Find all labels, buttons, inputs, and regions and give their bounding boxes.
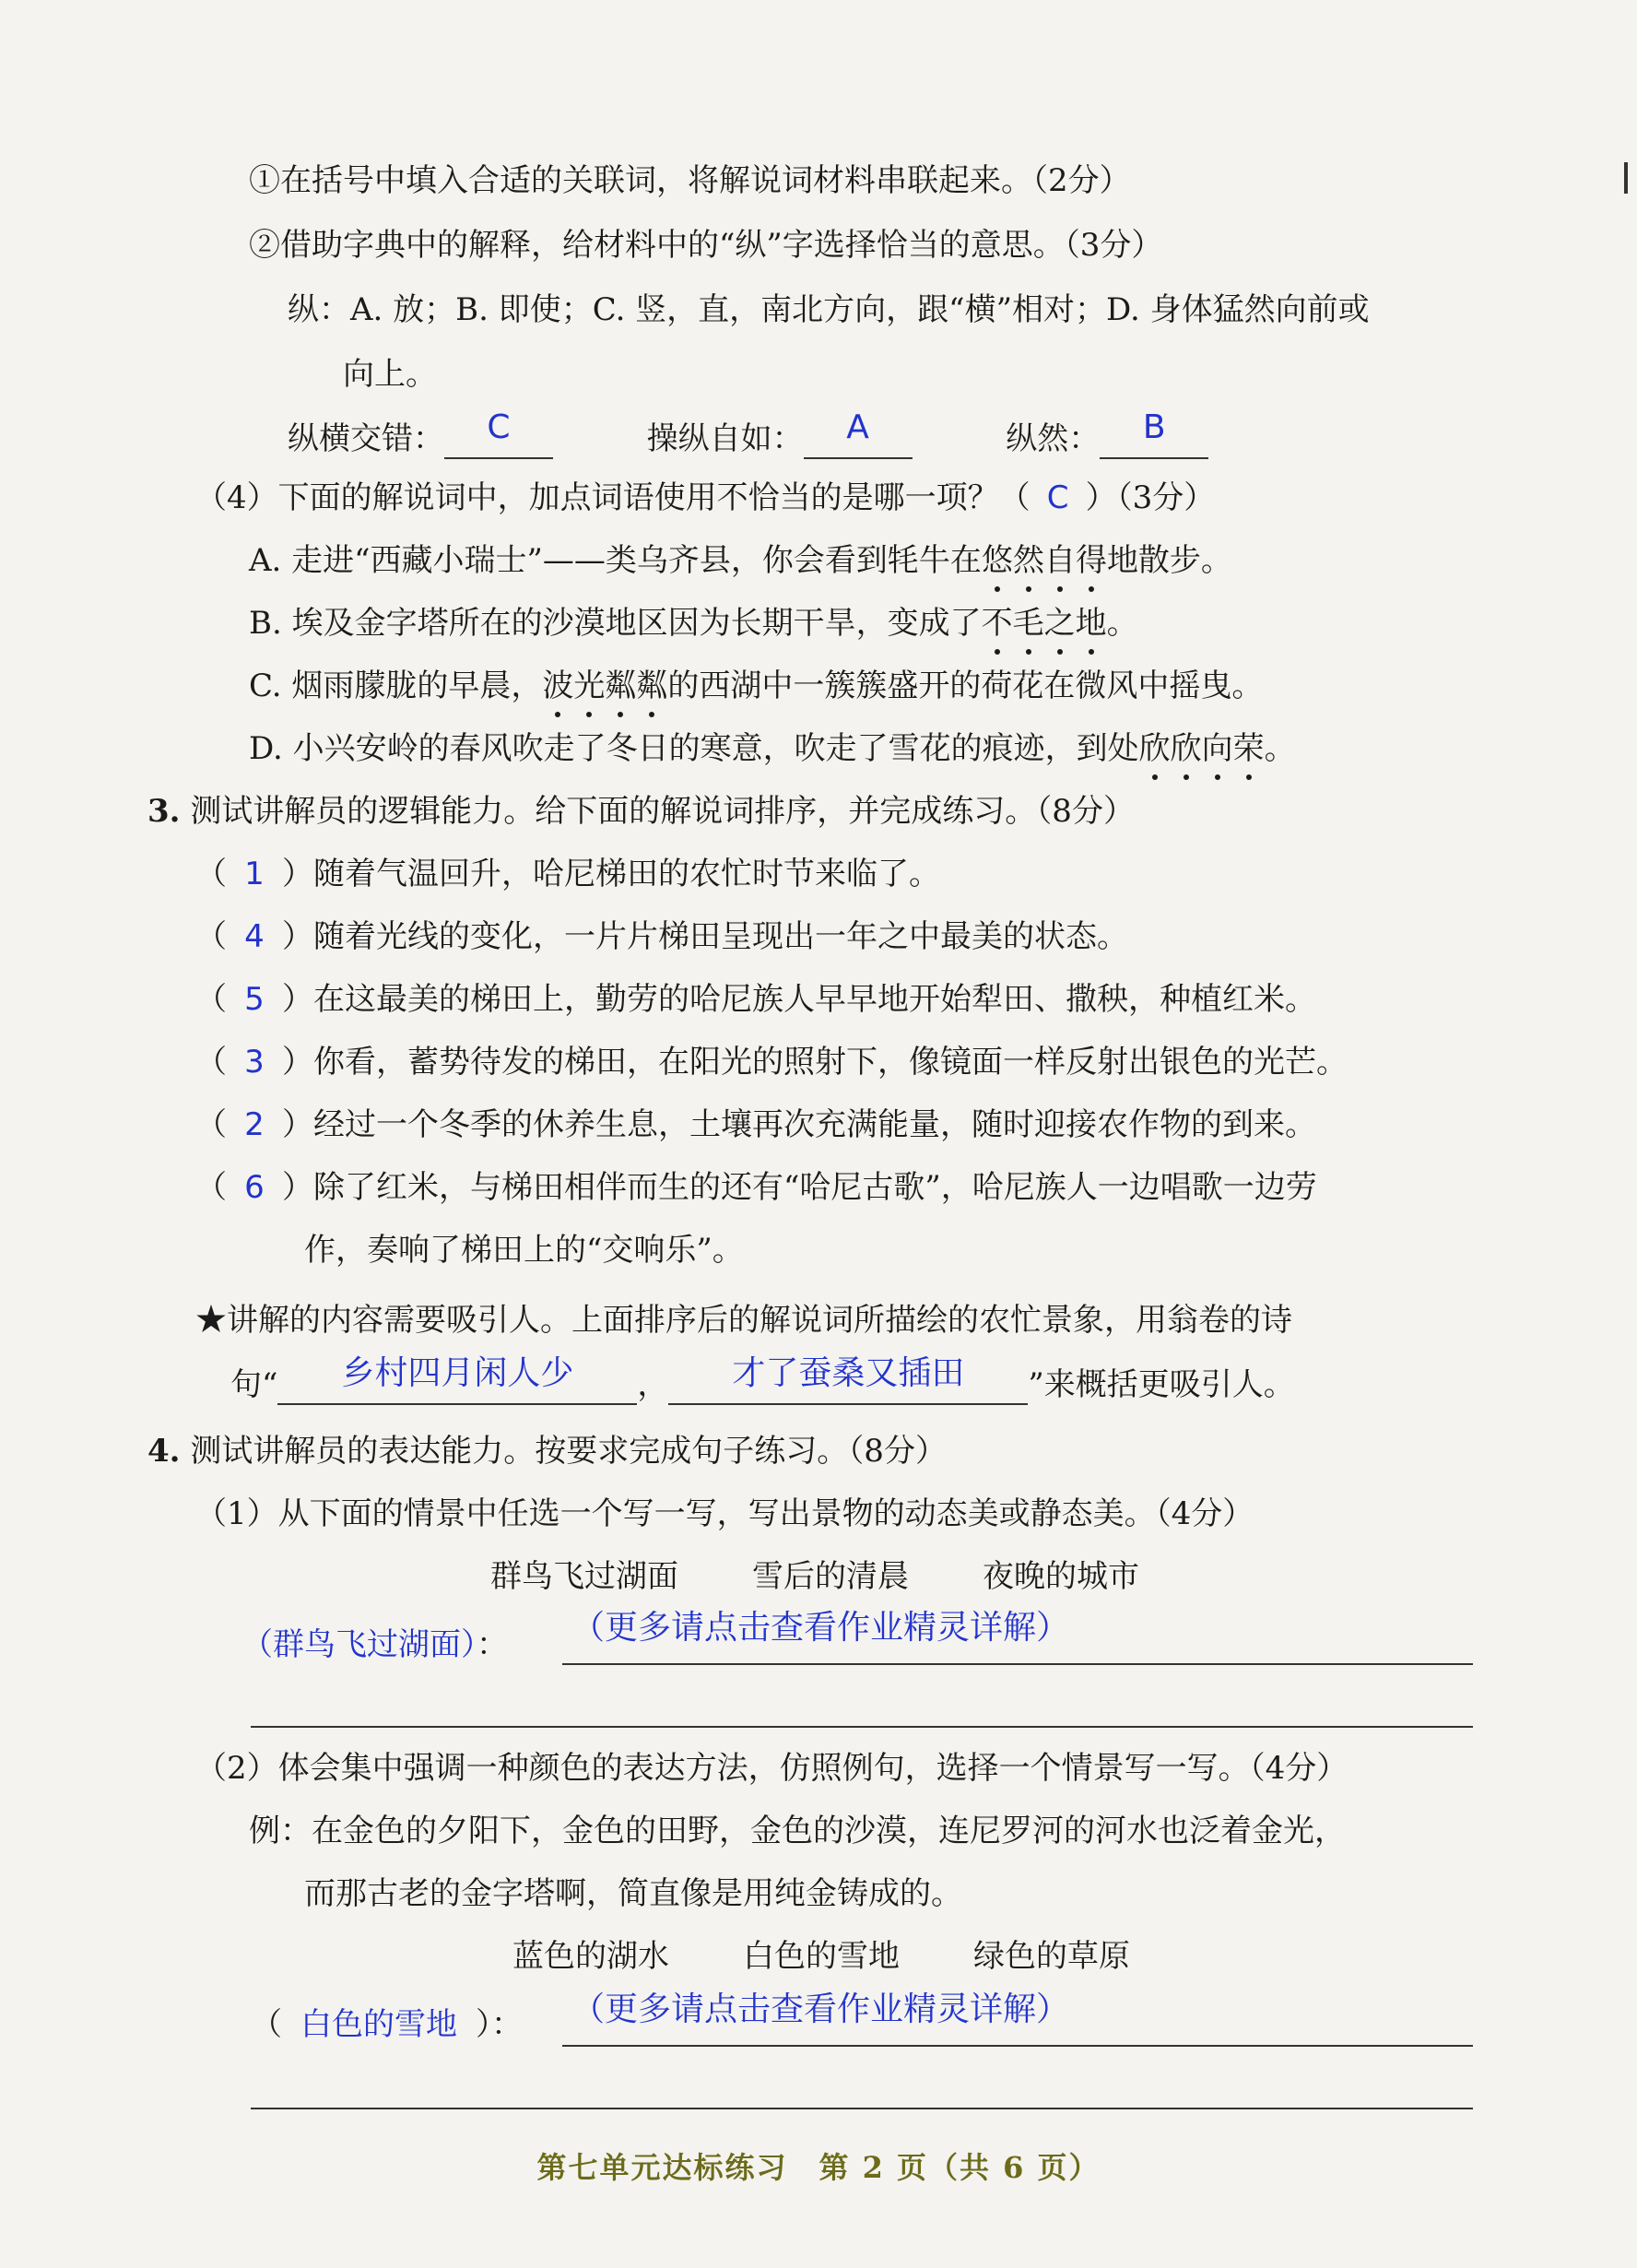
option-c-dotted: [542, 667, 667, 704]
q2-3-item2: ②借助字典中的解释，给材料中的“纵”字选择恰当的意思。（3分）: [249, 227, 1163, 264]
emphasis-char: 欣: [1138, 730, 1171, 767]
option-c: C. 烟雨朦胧的早晨，波光粼粼的西湖中一簇簇盛开的荷花在微风中摇曳。: [249, 667, 1264, 704]
word3-blank[interactable]: [1100, 408, 1208, 459]
q4-sub2-answer-row: （ 白色的雪地 ）：: [251, 2006, 523, 2043]
emphasis-char: 光: [573, 667, 606, 704]
q3-item-1: （ 1 ）随着气温回升，哈尼梯田的农忙时节来临了。: [195, 856, 940, 892]
q3-item-6: （ 6 ）除了红米，与梯田相伴而生的还有“哈尼古歌”，哈尼族人一边唱歌一边劳: [195, 1169, 1317, 1206]
emphasis-char: 粼: [605, 667, 637, 704]
q4-heading: [147, 1431, 947, 1471]
emphasis-char: 向: [1201, 730, 1233, 767]
q3-item-6-cont: 作，奏响了梯田上的“交响乐”。: [304, 1232, 744, 1269]
sub1-option-1: 群鸟飞过湖面: [490, 1558, 678, 1595]
q3-item-2-answer[interactable]: 4: [244, 918, 265, 955]
word1-label: 纵横交错：: [288, 420, 444, 457]
poem-answer-1: 乡村四月闲人少: [341, 1354, 574, 1392]
q4-sub2-options: [512, 1936, 1130, 1977]
word-match-row: [288, 408, 1208, 459]
option-d-dotted: [1139, 730, 1265, 767]
sub1-choice[interactable]: 群鸟飞过湖面: [273, 1626, 461, 1663]
q3-item-4-answer[interactable]: 3: [244, 1044, 265, 1081]
word2-blank[interactable]: [804, 408, 913, 459]
q4-sub1: （1）从下面的情景中任选一个写一写，写出景物的动态美或静态美。（4分）: [195, 1495, 1254, 1532]
q4-sub1-answer-row: （群鸟飞过湖面）：: [241, 1626, 508, 1663]
sub2-answer-line2: [251, 2108, 1473, 2109]
star-line1: ★讲解的内容需要吸引人。上面排序后的解说词所描绘的农忙景象，用翁卷的诗: [195, 1302, 1292, 1339]
option-d: D. 小兴安岭的春风吹走了冬日的寒意，吹走了雪花的痕迹，到处欣欣向荣。: [249, 730, 1296, 767]
sub2-option-3: 绿色的草原: [973, 1938, 1130, 1975]
q2-4-answer[interactable]: C: [1046, 479, 1069, 516]
q4-sub2: （2）体会集中强调一种颜色的表达方法，仿照例句，选择一个情景写一写。（4分）: [195, 1750, 1348, 1787]
q4-title: 测试讲解员的表达能力。按要求完成句子练习。（8分）: [190, 1433, 947, 1470]
q3-title: 测试讲解员的逻辑能力。给下面的解说词排序，并完成练习。（8分）: [190, 793, 1135, 830]
q2-4-stem: （4）下面的解说词中，加点词语使用不恰当的是哪一项？（ C ）（3分）: [195, 479, 1216, 516]
sub2-answer[interactable]: （更多请点击查看作业精灵详解）: [571, 1990, 1070, 2028]
emphasis-char: 欣: [1170, 730, 1202, 767]
page-footer: 第七单元达标练习 第 2 页（共 6 页）: [536, 2150, 1101, 2185]
sub1-answer[interactable]: （更多请点击查看作业精灵详解）: [571, 1609, 1070, 1647]
emphasis-char: 不: [981, 605, 1013, 642]
word3-label: 纵然：: [1006, 420, 1101, 457]
q3-item-1-answer[interactable]: 1: [244, 856, 265, 892]
q3-item-2: （ 4 ）随着光线的变化，一片片梯田呈现出一年之中最美的状态。: [195, 918, 1128, 955]
q3-heading: [147, 791, 1135, 832]
sub1-answer-line1: [562, 1663, 1473, 1665]
sub2-option-2: 白色的雪地: [743, 1938, 900, 1975]
sub2-answer-line1: [562, 2045, 1473, 2047]
q3-item-5: （ 2 ）经过一个冬季的休养生息，土壤再次充满能量，随时迎接农作物的到来。: [195, 1106, 1316, 1143]
option-b: B. 埃及金字塔所在的沙漠地区因为长期干旱，变成了不毛之地。: [249, 605, 1138, 642]
word1-blank[interactable]: [444, 408, 553, 459]
emphasis-char: 地: [1075, 605, 1107, 642]
sub2-option-1: 蓝色的湖水: [512, 1938, 669, 1975]
emphasis-char: 之: [1043, 605, 1076, 642]
q4-number: 4.: [147, 1433, 181, 1470]
sub2-choice[interactable]: 白色的雪地: [300, 2006, 457, 2043]
poem-blank-2[interactable]: [668, 1354, 1028, 1405]
page-edge-mark: [1624, 162, 1628, 194]
q3-item-3-answer[interactable]: 5: [244, 981, 265, 1018]
q3-number: 3.: [147, 793, 181, 830]
q3-item-4: （ 3 ）你看，蓄势待发的梯田，在阳光的照射下，像镜面一样反射出银色的光芒。: [195, 1044, 1348, 1081]
example-line1: 例：在金色的夕阳下，金色的田野，金色的沙漠，连尼罗河的河水也泛着金光，: [249, 1813, 1346, 1849]
emphasis-char: 毛: [1012, 605, 1044, 642]
word1-answer: C: [487, 408, 511, 446]
emphasis-char: 粼: [636, 667, 668, 704]
emphasis-char: 自: [1043, 542, 1076, 579]
emphasis-char: 荣: [1232, 730, 1265, 767]
sub1-answer-line2: [251, 1726, 1473, 1728]
example-line2: 而那古老的金字塔啊，简直像是用纯金铸成的。: [304, 1875, 962, 1912]
q4-sub1-options: [490, 1556, 1139, 1597]
word2-answer: A: [846, 408, 869, 446]
option-b-dotted: [982, 605, 1107, 642]
sub1-option-3: 夜晚的城市: [983, 1558, 1139, 1595]
definition-line1: 纵：A. 放；B. 即使；C. 竖，直，南北方向，跟“横”相对；D. 身体猛然向前或: [288, 291, 1370, 328]
option-a-dotted: [982, 542, 1107, 579]
q3-item-6-answer[interactable]: 6: [244, 1169, 265, 1206]
emphasis-char: 然: [1012, 542, 1044, 579]
definition-line2: 向上。: [343, 356, 437, 393]
emphasis-char: 悠: [981, 542, 1013, 579]
poem-answer-2: 才了蚕桑又插田: [732, 1354, 965, 1392]
q2-3-item1: ①在括号中填入合适的关联词，将解说词材料串联起来。（2分）: [249, 162, 1131, 199]
q3-item-5-answer[interactable]: 2: [244, 1106, 265, 1143]
star-line2: 句“ 乡村四月闲人少 ， 才了蚕桑又插田 ”来概括更吸引人。: [230, 1354, 1295, 1403]
poem-blank-1[interactable]: [277, 1354, 637, 1405]
emphasis-char: 波: [542, 667, 574, 704]
q3-item-3: （ 5 ）在这最美的梯田上，勤劳的哈尼族人早早地开始犁田、撒秧，种植红米。: [195, 981, 1316, 1018]
word3-answer: B: [1142, 408, 1166, 446]
word2-label: 操纵自如：: [646, 420, 804, 457]
emphasis-char: 得: [1075, 542, 1107, 579]
option-a: A. 走进“西藏小瑞士”——类乌齐县，你会看到牦牛在悠然自得地散步。: [249, 542, 1232, 579]
sub1-option-2: 雪后的清晨: [752, 1558, 909, 1595]
